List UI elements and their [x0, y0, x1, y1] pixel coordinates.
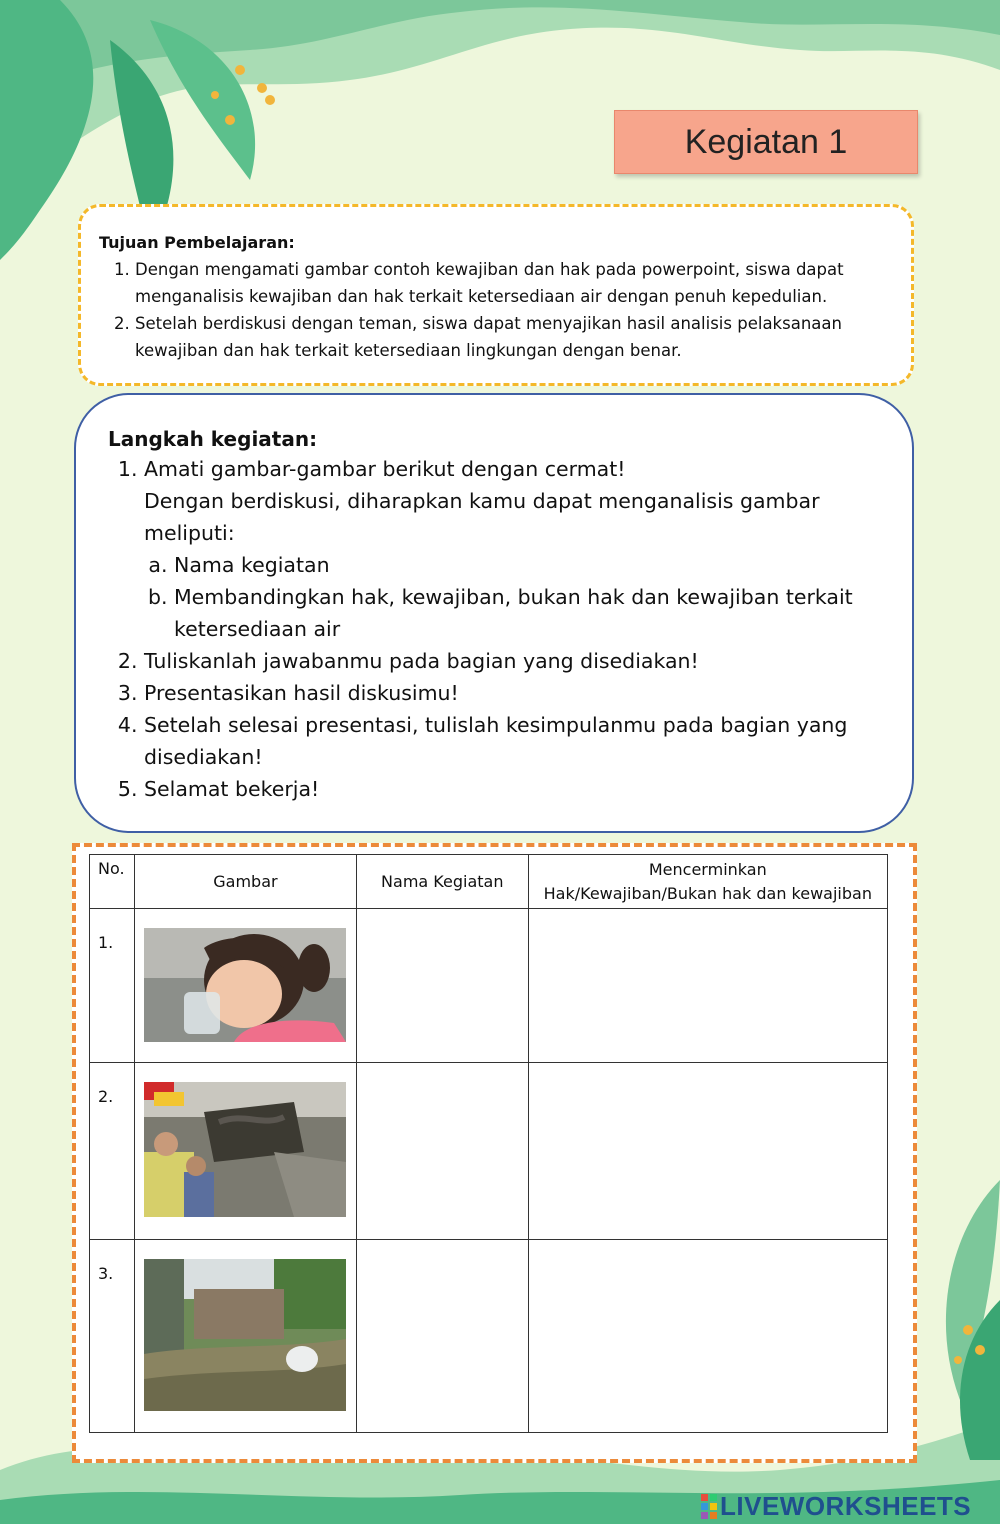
activity-steps-box	[74, 393, 914, 833]
worksheet-table	[89, 854, 888, 1433]
table-row	[90, 1240, 888, 1433]
sub-step-item: b. Membandingkan hak, kewajiban, bukan hak dan kewajiban terkait ketersediaan air	[174, 581, 882, 645]
page-title: Kegiatan 1	[614, 110, 918, 174]
step-item: 3. Presentasikan hasil diskusimu!	[144, 677, 882, 709]
answer-cell-nama-kegiatan[interactable]	[356, 1240, 528, 1433]
header-mencerminkan-line1: Mencerminkan	[648, 859, 767, 879]
answer-cell-mencerminkan[interactable]	[528, 1240, 887, 1433]
logo-text: LIVEWORKSHEETS	[720, 1490, 972, 1521]
step-item: 5. Selamat bekerja!	[144, 773, 882, 805]
header-no: No.	[90, 855, 135, 909]
header-gambar: Gambar	[134, 855, 356, 909]
step-text: Dengan berdiskusi, diharapkan kamu dapat menganalisis gambar meliputi:	[144, 489, 820, 545]
table-row	[90, 909, 888, 1063]
answer-cell-mencerminkan[interactable]	[528, 909, 887, 1063]
objective-item: 1. Dengan mengamati gambar contoh kewajiban dan hak pada powerpoint, siswa dapat menganalisis kewajiban dan hak terkait ketersediaan air dengan penuh kepedulian.	[135, 256, 891, 310]
step-item: 2. Tuliskanlah jawabanmu pada bagian yang disediakan!	[144, 645, 882, 677]
header-mencerminkan	[528, 855, 887, 909]
answer-cell-nama-kegiatan[interactable]	[356, 1063, 528, 1240]
learning-objectives-box	[78, 204, 914, 386]
row-number: 1.	[90, 909, 135, 1063]
steps-heading: Langkah kegiatan:	[108, 427, 318, 451]
answer-cell-mencerminkan[interactable]	[528, 1063, 887, 1240]
row-number: 2.	[90, 1063, 135, 1240]
people-cleaning-canal-photo	[144, 1082, 346, 1217]
row-image-cell	[134, 1240, 356, 1433]
sub-step-item: a. Nama kegiatan	[174, 549, 882, 581]
row-image-cell	[134, 1063, 356, 1240]
liveworksheets-logo-icon	[700, 1493, 718, 1519]
step-text: Amati gambar-gambar berikut dengan cermat!	[144, 457, 626, 481]
row-number: 3.	[90, 1240, 135, 1433]
table-row	[90, 1063, 888, 1240]
header-nama-kegiatan: Nama Kegiatan	[356, 855, 528, 909]
throwing-trash-into-river-photo	[144, 1259, 346, 1411]
worksheet-table-frame	[72, 843, 917, 1463]
objectives-heading: Tujuan Pembelajaran:	[99, 233, 295, 252]
girl-drinking-water-photo	[144, 928, 346, 1042]
step-item: 4. Setelah selesai presentasi, tulislah kesimpulanmu pada bagian yang disediakan!	[144, 709, 882, 773]
answer-cell-nama-kegiatan[interactable]	[356, 909, 528, 1063]
sub-steps-list	[144, 549, 882, 645]
liveworksheets-logo	[700, 1492, 971, 1520]
row-image-cell	[134, 909, 356, 1063]
step-item	[144, 453, 882, 645]
objectives-list	[99, 256, 891, 364]
objective-item: 2. Setelah berdiskusi dengan teman, siswa dapat menyajikan hasil analisis pelaksanaan kewajiban dan hak terkait ketersediaan lingkungan dengan benar.	[135, 310, 891, 364]
steps-list	[108, 453, 882, 805]
header-mencerminkan-line2: Hak/Kewajiban/Bukan hak dan kewajiban	[543, 883, 872, 903]
table-header-row	[90, 855, 888, 909]
